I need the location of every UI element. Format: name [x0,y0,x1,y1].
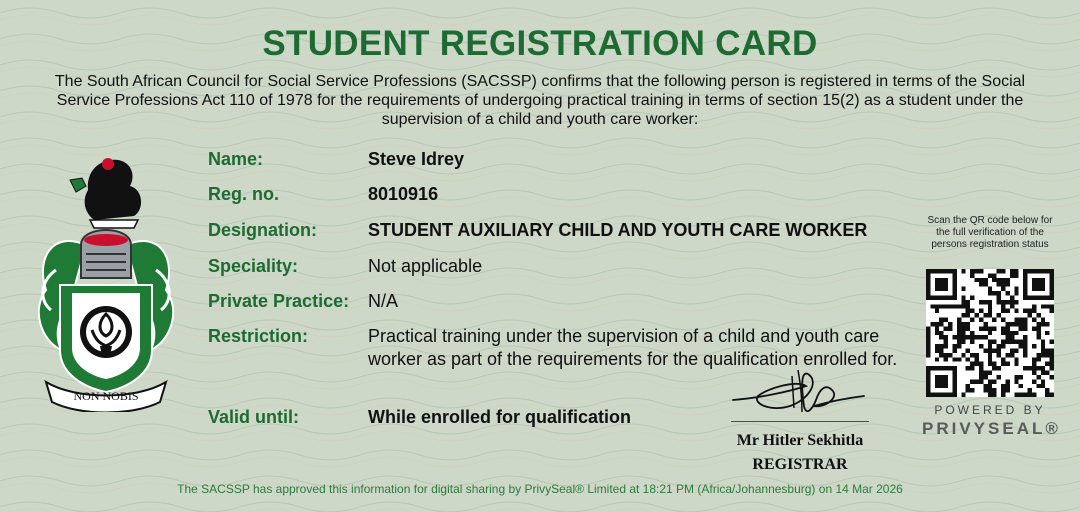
coat-of-arms-icon [26,150,186,412]
privyseal-logo: PRIVYSEAL® [922,419,1061,438]
crest-motto: NON NOBIS [73,389,139,403]
powered-by-text: POWERED BY [934,403,1046,417]
reg-no-label: Reg. no. [208,184,279,204]
private-practice-value: N/A [368,291,399,311]
intro-text: The South African Council for Social Service Professions (SACSSP) confirms that the following person is registered in terms of the Social Service Professions Act 110 of 1978 for the requirements of undergoing practical training in terms of section 15(2) as a student under the supervision of a child and youth care worker: [54,73,1026,128]
valid-until-value: While enrolled for qualification [368,407,632,427]
restriction-label: Restriction: [208,326,309,346]
qr-caption: Scan the QR code below for the full verification of the persons registration status [927,215,1053,250]
designation-label: Designation: [208,220,318,240]
qr-code-icon[interactable] [926,269,1054,397]
registrar-title: REGISTRAR [752,456,848,473]
registrar-name: Mr Hitler Sekhitla [736,432,864,449]
signature-line [731,421,869,422]
private-practice-label: Private Practice: [208,291,350,311]
valid-until-label: Valid until: [208,407,300,427]
name-value: Steve Idrey [368,149,465,169]
reg-no-value: 8010916 [368,184,439,204]
card-title: STUDENT REGISTRATION CARD [262,24,818,63]
footer-approval-text: The SACSSP has approved this information for digital sharing by PrivySeal® Limited at 18:21 PM (Africa/Johannesburg) on 14 Mar 2026 [177,482,903,496]
signature-icon [728,362,868,424]
speciality-value: Not applicable [368,256,483,276]
speciality-label: Speciality: [208,256,299,276]
designation-value: STUDENT AUXILIARY CHILD AND YOUTH CARE WORKER [368,220,868,240]
restriction-value: Practical training under the supervision of a child and youth care worker as part of the requirements for the qualification enrolled for. [368,326,898,369]
name-label: Name: [208,149,264,169]
